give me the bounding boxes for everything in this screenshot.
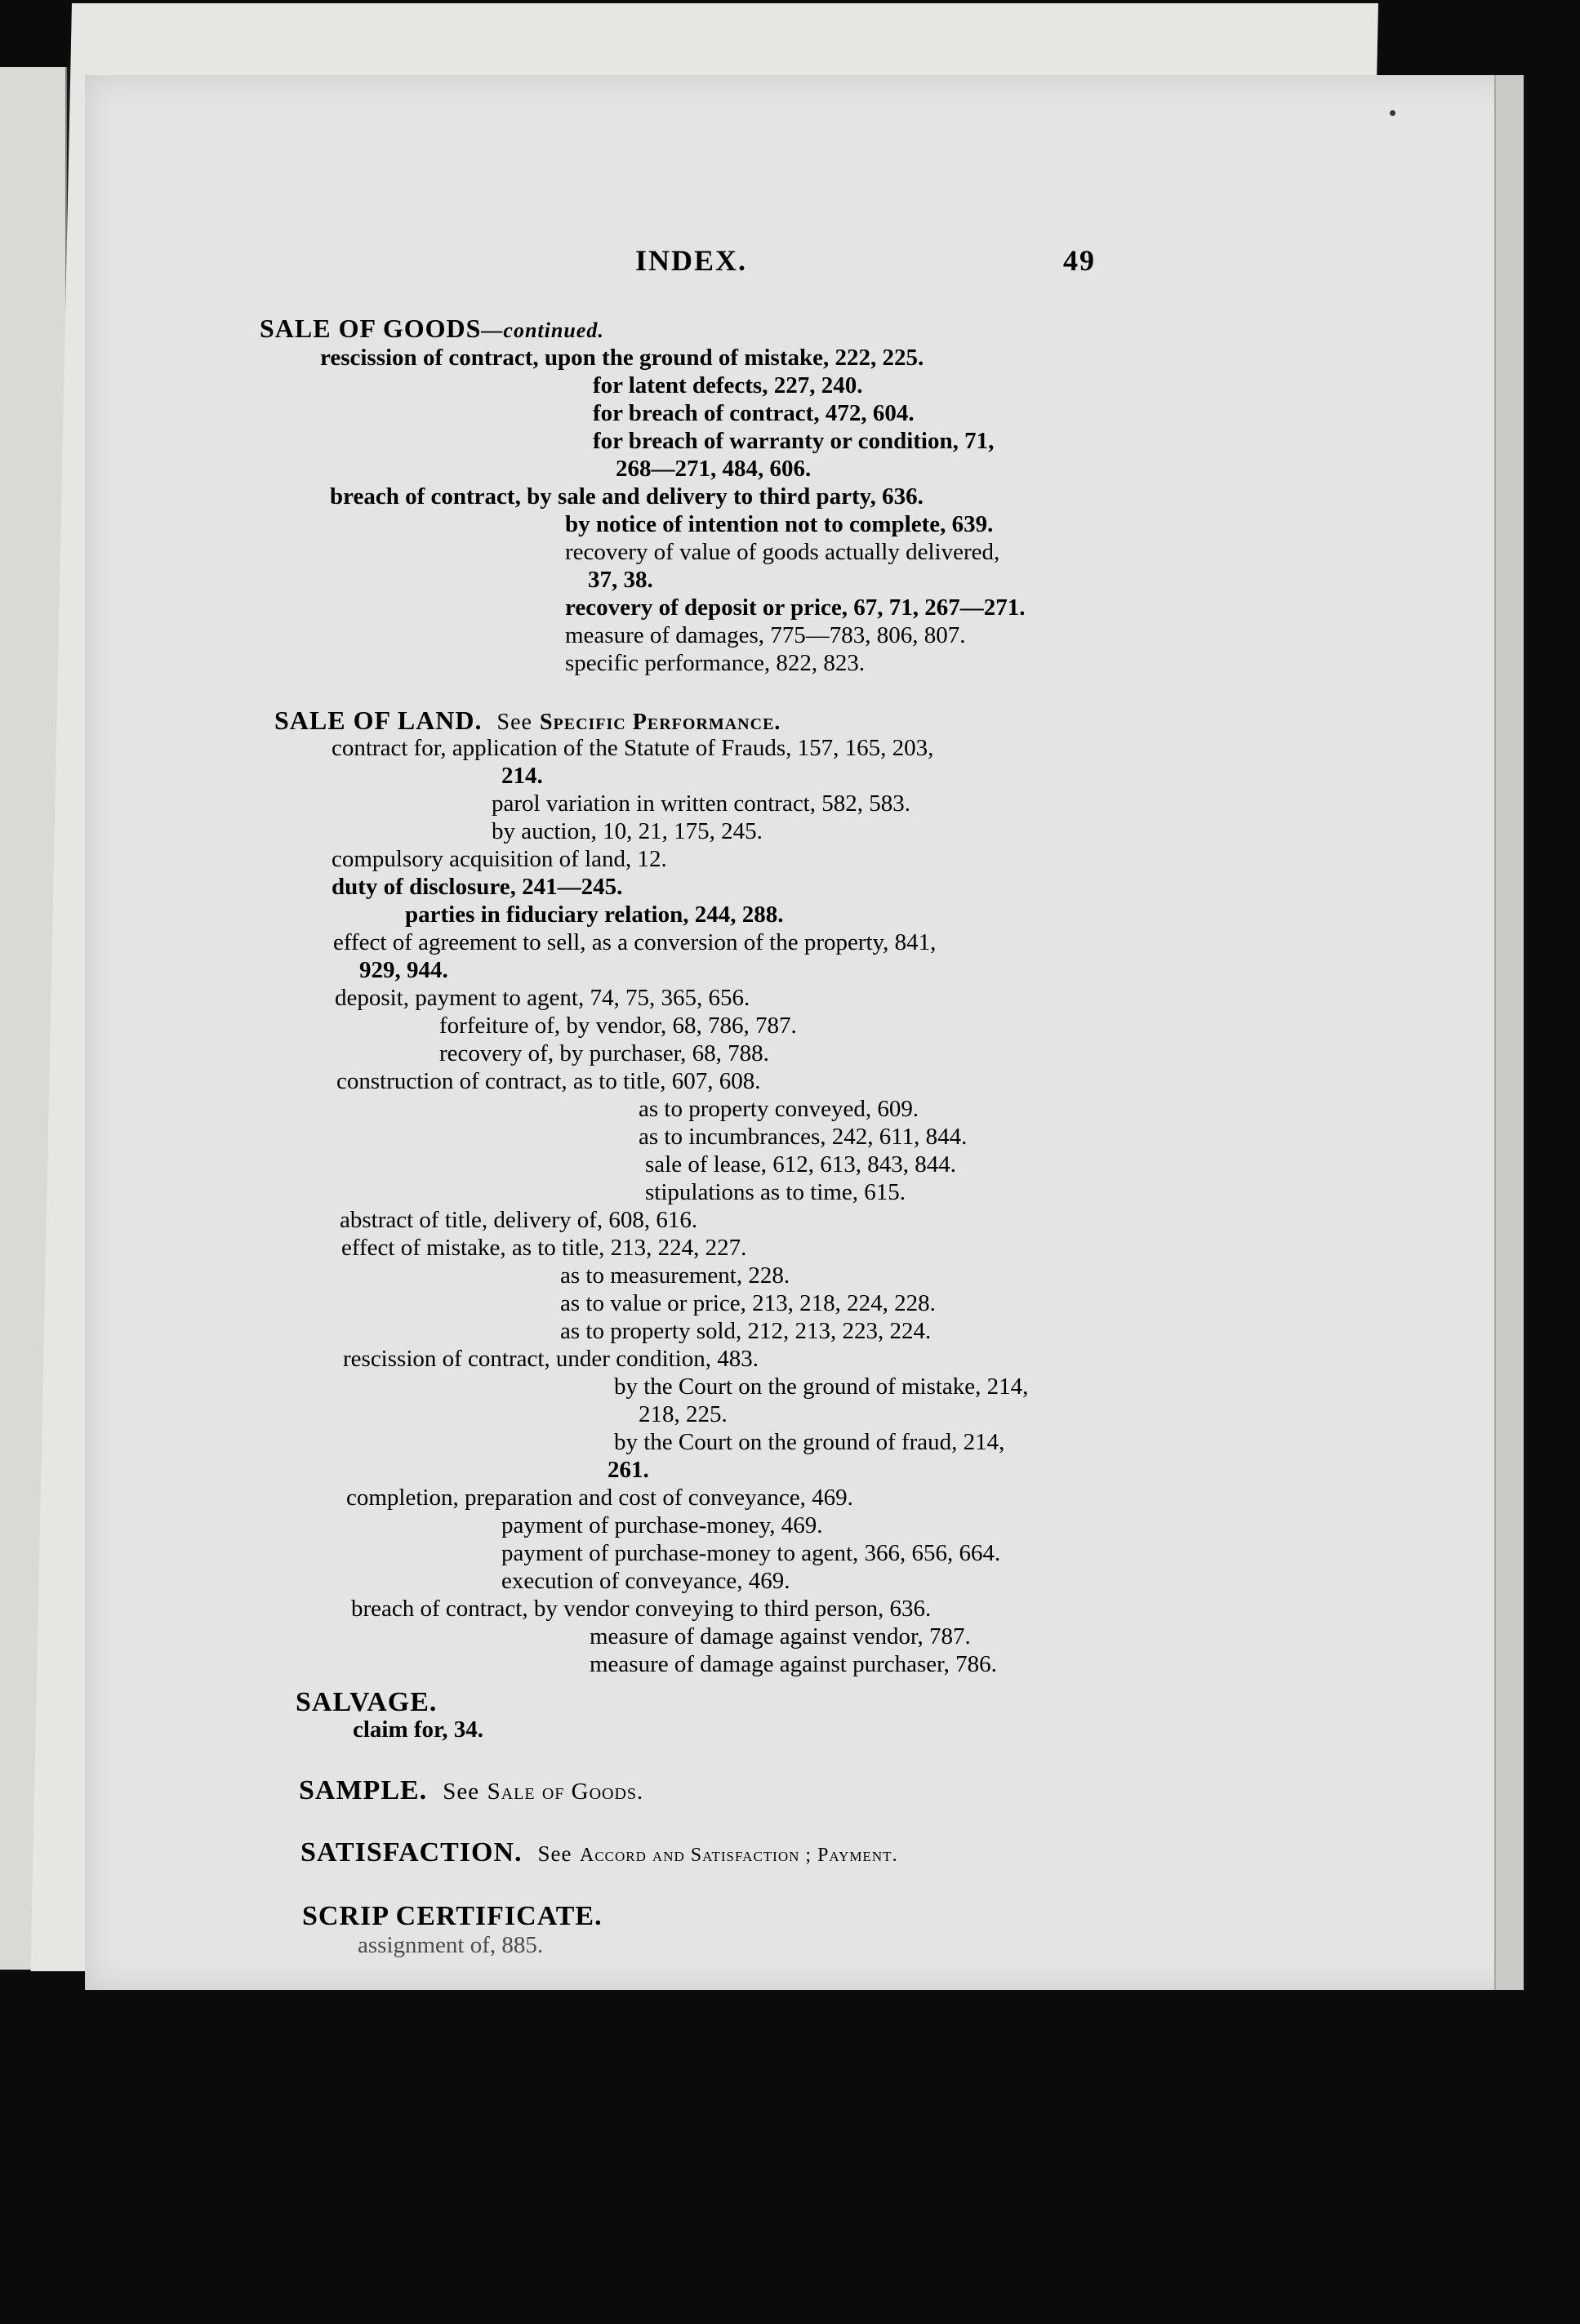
index-entry: 37, 38. — [588, 567, 653, 593]
running-title: INDEX. — [635, 244, 748, 277]
index-entry: contract for, application of the Statute of Frauds, 157, 165, 203, — [332, 735, 934, 761]
index-entry: 261. — [608, 1457, 649, 1483]
continued-label: —continued. — [481, 318, 604, 342]
page-speck — [1390, 110, 1395, 116]
right-page-edge — [1494, 75, 1524, 1990]
see-label: See — [496, 710, 532, 735]
index-entry: for breach of warranty or condition, 71, — [593, 428, 995, 454]
index-entry: breach of contract, by vendor conveying to third person, 636. — [351, 1596, 932, 1622]
heading-text: SATISFACTION. — [300, 1837, 523, 1868]
index-entry: specific performance, 822, 823. — [565, 650, 866, 676]
index-entry: for latent defects, 227, 240. — [593, 372, 863, 398]
index-entry: claim for, 34. — [353, 1716, 484, 1743]
index-entry: execution of conveyance, 469. — [501, 1568, 790, 1594]
index-entry: effect of agreement to sell, as a conversion of the property, 841, — [333, 929, 937, 955]
cross-reference: Sale of Goods. — [487, 1779, 644, 1805]
index-entry: for breach of contract, 472, 604. — [593, 400, 915, 426]
index-entry: 929, 944. — [359, 957, 448, 983]
index-entry: by notice of intention not to complete, 639. — [565, 511, 994, 537]
index-entry: effect of mistake, as to title, 213, 224, 227. — [341, 1235, 747, 1261]
index-entry: as to value or price, 213, 218, 224, 228. — [560, 1290, 936, 1316]
index-entry: deposit, payment to agent, 74, 75, 365, 656. — [335, 985, 750, 1011]
index-entry: rescission of contract, under condition, 483. — [343, 1346, 759, 1372]
index-entry: 268—271, 484, 606. — [616, 456, 812, 482]
cross-reference: Specific Performance. — [539, 710, 781, 735]
index-entry: recovery of, by purchaser, 68, 788. — [439, 1040, 769, 1066]
index-entry: rescission of contract, upon the ground of mistake, 222, 225. — [320, 345, 924, 371]
index-entry: abstract of title, delivery of, 608, 616. — [340, 1207, 698, 1233]
index-entry: as to measurement, 228. — [560, 1262, 790, 1289]
index-entry: payment of purchase-money, 469. — [501, 1512, 823, 1538]
heading-text: SALE OF LAND. — [274, 706, 483, 735]
index-entry: recovery of deposit or price, 67, 71, 267—271. — [565, 594, 1026, 621]
index-entry: measure of damage against purchaser, 786. — [590, 1651, 997, 1677]
index-entry: parol variation in written contract, 582, 583. — [492, 790, 910, 817]
index-entry: measure of damages, 775—783, 806, 807. — [565, 622, 966, 648]
index-entry: as to property conveyed, 609. — [639, 1096, 919, 1122]
index-entry: breach of contract, by sale and delivery to third party, 636. — [330, 483, 924, 510]
heading-text: SALE OF GOODS — [260, 314, 482, 343]
index-entry: assignment of, 885. — [358, 1932, 544, 1958]
index-entry: 214. — [501, 763, 543, 789]
sale-of-goods-heading — [260, 315, 604, 341]
index-entry: recovery of value of goods actually delivered, — [565, 539, 1000, 565]
index-entry: forfeiture of, by vendor, 68, 786, 787. — [439, 1013, 797, 1039]
see-label: See — [443, 1779, 480, 1805]
index-entry: as to property sold, 212, 213, 223, 224. — [560, 1318, 932, 1344]
index-entry: measure of damage against vendor, 787. — [590, 1623, 971, 1650]
page-number: 49 — [1063, 244, 1096, 277]
index-entry: payment of purchase-money to agent, 366, 656, 664. — [501, 1540, 1001, 1566]
cross-reference: Accord and Satisfaction ; Payment. — [580, 1845, 898, 1866]
heading-text: SAMPLE. — [299, 1775, 428, 1805]
sale-of-land-heading — [274, 707, 781, 734]
index-entry: sale of lease, 612, 613, 843, 844. — [645, 1151, 956, 1178]
index-entry: by the Court on the ground of fraud, 214, — [614, 1429, 1005, 1455]
index-entry: 218, 225. — [639, 1401, 728, 1427]
sample-heading — [299, 1777, 643, 1805]
index-entry: by auction, 10, 21, 175, 245. — [492, 818, 763, 844]
salvage-heading: SALVAGE. — [296, 1687, 438, 1717]
index-entry: by the Court on the ground of mistake, 214, — [614, 1373, 1029, 1400]
index-entry: construction of contract, as to title, 607, 608. — [336, 1068, 761, 1094]
index-entry: as to incumbrances, 242, 611, 844. — [639, 1124, 968, 1150]
index-entry: parties in fiduciary relation, 244, 288. — [405, 902, 784, 928]
see-label: See — [537, 1841, 572, 1866]
index-entry: duty of disclosure, 241—245. — [332, 874, 623, 900]
index-entry: stipulations as to time, 615. — [645, 1179, 906, 1205]
satisfaction-heading — [300, 1839, 898, 1867]
scrip-certificate-heading: SCRIP CERTIFICATE. — [302, 1901, 603, 1931]
index-entry: compulsory acquisition of land, 12. — [332, 846, 667, 872]
index-entry: completion, preparation and cost of conveyance, 469. — [346, 1485, 853, 1511]
